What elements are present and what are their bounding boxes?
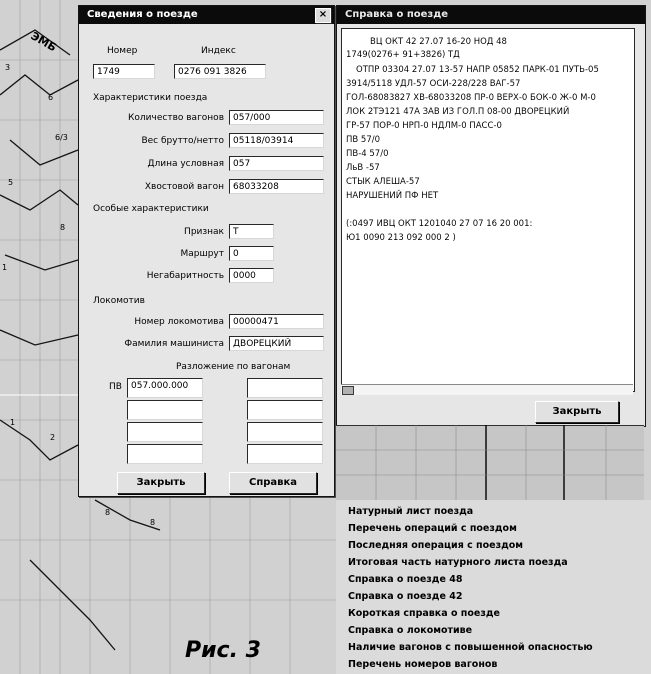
svg-text:6: 6 [48, 93, 54, 102]
dialog-close-icon[interactable]: × [315, 8, 331, 23]
svg-text:8: 8 [60, 223, 66, 232]
driver-field[interactable]: ДВОРЕЦКИЙ [229, 336, 324, 351]
report-line: ОТПР 03304 27.07 13-57 НАПР 05852 ПАРК-01 ПУТЬ-05 [356, 65, 599, 75]
wagon-layout-cell[interactable] [127, 400, 203, 420]
menu-item[interactable]: Наличие вагонов с повышенной опасностью [348, 642, 593, 653]
wagon-layout-cell[interactable] [247, 422, 323, 442]
special-characteristics-heading: Особые характеристики [93, 204, 209, 214]
report-line: 1749(0276+ 91+3826) ТД [346, 50, 460, 60]
menu-item[interactable]: Перечень операций с поездом [348, 523, 517, 534]
report-line: (:0497 ИВЦ ОКТ 1201040 27 07 16 20 001: [346, 219, 533, 229]
pv-label: ПВ [109, 382, 122, 392]
length-field[interactable]: 057 [229, 156, 324, 171]
menu-item[interactable]: Последняя операция с поездом [348, 540, 524, 551]
schematic-label: ЭМБ [28, 29, 59, 55]
svg-text:8: 8 [105, 508, 111, 517]
oversize-label: Негабаритность [146, 271, 224, 281]
report-line: ГР-57 ПОР-0 НРП-0 НДЛМ-0 ПАСС-0 [346, 121, 502, 131]
scroll-thumb[interactable] [342, 386, 354, 395]
report-text-area[interactable] [341, 28, 635, 392]
report-menu [336, 500, 651, 674]
wagons-label: Количество вагонов [128, 113, 224, 123]
menu-item[interactable]: Справка о локомотиве [348, 625, 473, 636]
wagons-field[interactable]: 057/000 [229, 110, 324, 125]
svg-text:3: 3 [5, 63, 11, 72]
index-label: Индекс [201, 46, 236, 56]
dialog-title: Сведения о поезде [87, 9, 198, 20]
report-close-button[interactable]: Закрыть [535, 401, 619, 423]
report-line: 3914/5118 УДЛ-57 ОСИ-228/228 ВАГ-57 [346, 79, 521, 89]
tail-wagon-field[interactable]: 68033208 [229, 179, 324, 194]
length-label: Длина условная [147, 159, 224, 169]
close-button[interactable]: Закрыть [117, 472, 205, 494]
oversize-field[interactable]: 0000 [229, 268, 274, 283]
report-line: СТЫК АЛЕША-57 [346, 177, 420, 187]
wagon-layout-cell[interactable] [127, 444, 203, 464]
tail-wagon-label: Хвостовой вагон [144, 182, 224, 192]
driver-label: Фамилия машиниста [124, 339, 224, 349]
locomotive-heading: Локомотив [93, 296, 145, 306]
schedule-grid [336, 425, 644, 500]
wagon-layout-cell[interactable] [127, 422, 203, 442]
report-line: ПВ 57/0 [346, 135, 381, 145]
report-line: Ю1 0090 213 092 000 2 ) [346, 233, 456, 243]
wagon-layout-cell[interactable] [247, 444, 323, 464]
svg-text:2: 2 [50, 433, 56, 442]
gross-net-label: Вес брутто/нетто [141, 136, 224, 146]
menu-item[interactable]: Итоговая часть натурного листа поезда [348, 557, 568, 568]
svg-text:6/3: 6/3 [55, 133, 68, 142]
train-info-dialog [78, 5, 335, 497]
number-field[interactable]: 1749 [93, 64, 155, 79]
report-line: ПВ-4 57/0 [346, 149, 389, 159]
dialog-titlebar[interactable] [79, 6, 334, 24]
figure-caption: Рис. 3 [185, 638, 261, 663]
loco-number-field[interactable]: 00000471 [229, 314, 324, 329]
number-label: Номер [107, 46, 138, 56]
train-report-window [336, 5, 646, 427]
wagon-layout-heading: Разложение по вагонам [176, 362, 291, 372]
svg-text:5: 5 [8, 178, 14, 187]
menu-item[interactable]: Перечень номеров вагонов [348, 659, 498, 670]
report-titlebar[interactable] [337, 6, 645, 24]
report-line: НАРУШЕНИЙ ПФ НЕТ [346, 191, 439, 201]
menu-item[interactable]: Справка о поезде 48 [348, 574, 463, 585]
gross-net-field[interactable]: 05118/03914 [229, 133, 324, 148]
svg-text:8: 8 [150, 518, 156, 527]
wagon-layout-cell[interactable] [247, 378, 323, 398]
index-field[interactable]: 0276 091 3826 [174, 64, 266, 79]
menu-item[interactable]: Справка о поезде 42 [348, 591, 463, 602]
svg-text:1: 1 [2, 263, 8, 272]
report-line: ВЦ ОКТ 42 27.07 16-20 НОД 48 [370, 37, 507, 47]
loco-number-label: Номер локомотива [134, 317, 224, 327]
sign-label: Признак [184, 227, 224, 237]
wagon-layout-cell[interactable] [247, 400, 323, 420]
route-field[interactable]: 0 [229, 246, 274, 261]
info-button[interactable]: Справка [229, 472, 317, 494]
route-label: Маршрут [180, 249, 224, 259]
wagon-layout-cell[interactable]: 057.000.000 [127, 378, 203, 398]
train-characteristics-heading: Характеристики поезда [93, 93, 208, 103]
report-line: ГОЛ-68083827 ХВ-68033208 ПР-0 ВЕРХ-0 БОК-0 Ж-0 М-0 [346, 93, 596, 103]
report-line: ЛьВ -57 [346, 163, 380, 173]
menu-item[interactable]: Короткая справка о поезде [348, 608, 500, 619]
report-horizontal-scrollbar[interactable] [341, 384, 633, 395]
report-line: ЛОК 2ТЭ121 47А ЗАВ ИЗ ГОЛ.П 08-00 ДВОРЕЦКИЙ [346, 107, 570, 117]
svg-text:1: 1 [10, 418, 16, 427]
report-title: Справка о поезде [345, 9, 449, 20]
sign-field[interactable]: Т [229, 224, 274, 239]
menu-item[interactable]: Натурный лист поезда [348, 506, 474, 517]
